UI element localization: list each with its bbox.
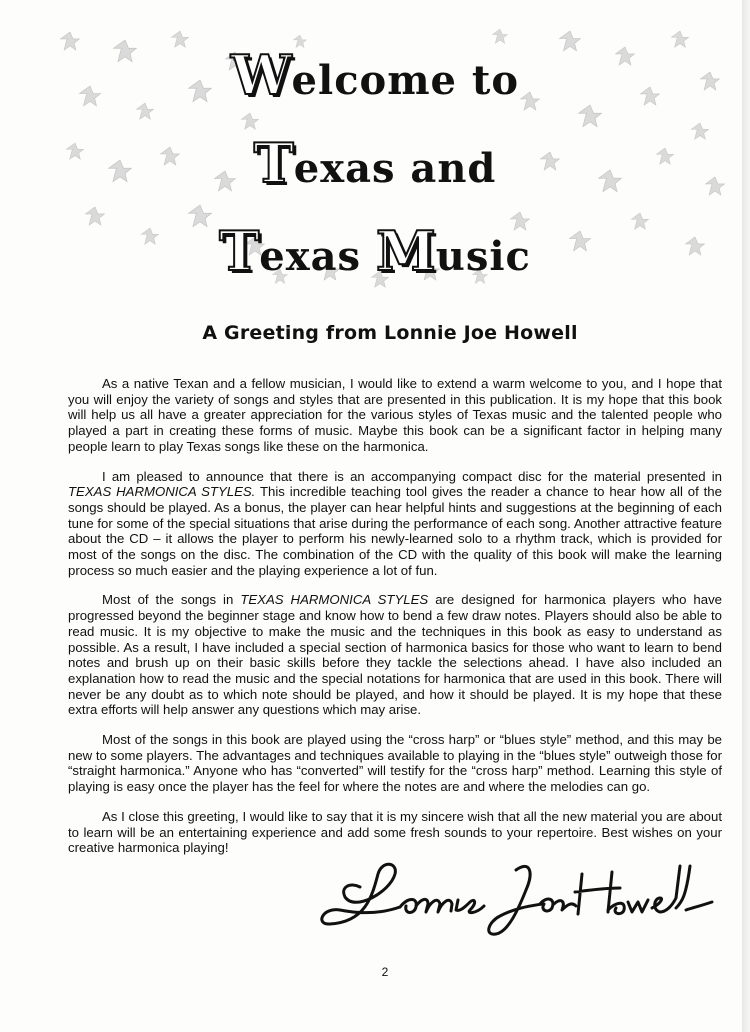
book-title-italic-2: TEXAS HARMONICA STYLES (240, 592, 429, 608)
letter-body (68, 376, 722, 870)
title-line-3 (0, 210, 750, 298)
page-number: 2 (381, 965, 389, 979)
paragraph-2-start: I am pleased to announce that there is an accompanying compact disc for the material presented in (102, 468, 722, 484)
book-title-italic: TEXAS HARMONICA STYLES. (68, 484, 256, 500)
title-line-1 (0, 34, 750, 122)
title-line-2 (0, 122, 750, 210)
paragraph-3-rest: are designed for harmonica players who have progressed beyond the beginner stage and know how to bend a few draw notes. Players should also be able to read music. It is my objective to make the music and the techniques in this book as easy to understand as possible. As a result, I have included a special section of harmonica basics for those who want to learn to bend notes and brush up on their basic skills before they tackle the selections ahead. I have also included an explanation how to read the music and the special notations for harmonica that are used in this book. There will never be any doubt as to which note should be played, and how it should be played. It is my hope that these extra efforts will help answer any questions which may arise. (68, 592, 722, 718)
paragraph-2-rest: This incredible teaching tool gives the reader a chance to hear how all of the songs should be played. As a bonus, the player can hear helpful hints and suggestions at the beginning of each tune for some of the special situations that arise during the performance of each song. Another attractive feature about the CD – it allows the player to perform his newly-learned solo to a rhythm track, which is provided for most of the songs on the disc. The combination of the CD with the quality of this book will make the learning process so much easier and the playing experience a lot of fun. (68, 484, 722, 578)
title-text-3b: usic (435, 233, 531, 280)
paragraph-5: As I close this greeting, I would like to say that it is my sincere wish that all the new material you are about to learn will be an entertaining experience and add some fresh sounds to your repertoire. Best wishes on your creative harmonica playing! (68, 808, 722, 856)
paragraph-3-start: Most of the songs in (102, 592, 241, 608)
title-text-3a: exas (259, 233, 376, 280)
signature (320, 852, 730, 952)
title-text-2: exas and (293, 145, 497, 192)
paragraph-4: Most of the songs in this book are played using the “cross harp” or “blues style” method, and this may be new to some players. The advantages and techniques available to playing in the “blues style” outweigh those for “straight harmonica.” Anyone who has “converted” will testify for the “cross harp” method. Learning this style of playing is easy once the player has the feel for where the notes are and where the melodies can go. (68, 732, 722, 795)
paragraph-1: As a native Texan and a fellow musician, I would like to extend a warm welcome to you, and I hope that you will enjoy the variety of songs and styles that are presented in this publication. It is my hope that this book will help us all have a greater appreciation for the various styles of Texas music and the talented people who played a part in creating these forms of music. Maybe this book can be a significant factor in helping many people learn to play Texas songs like these on the harmonica. (68, 376, 722, 454)
title-cap-w: W (230, 43, 292, 107)
paragraph-3 (68, 592, 722, 718)
welcome-title (0, 34, 750, 298)
paragraph-2 (68, 469, 722, 579)
greeting-heading: A Greeting from Lonnie Joe Howell (202, 322, 578, 344)
title-cap-t2: T (219, 219, 260, 283)
title-text-1: elcome to (291, 57, 520, 104)
title-cap-m: M (375, 219, 436, 283)
title-cap-t: T (253, 131, 294, 195)
